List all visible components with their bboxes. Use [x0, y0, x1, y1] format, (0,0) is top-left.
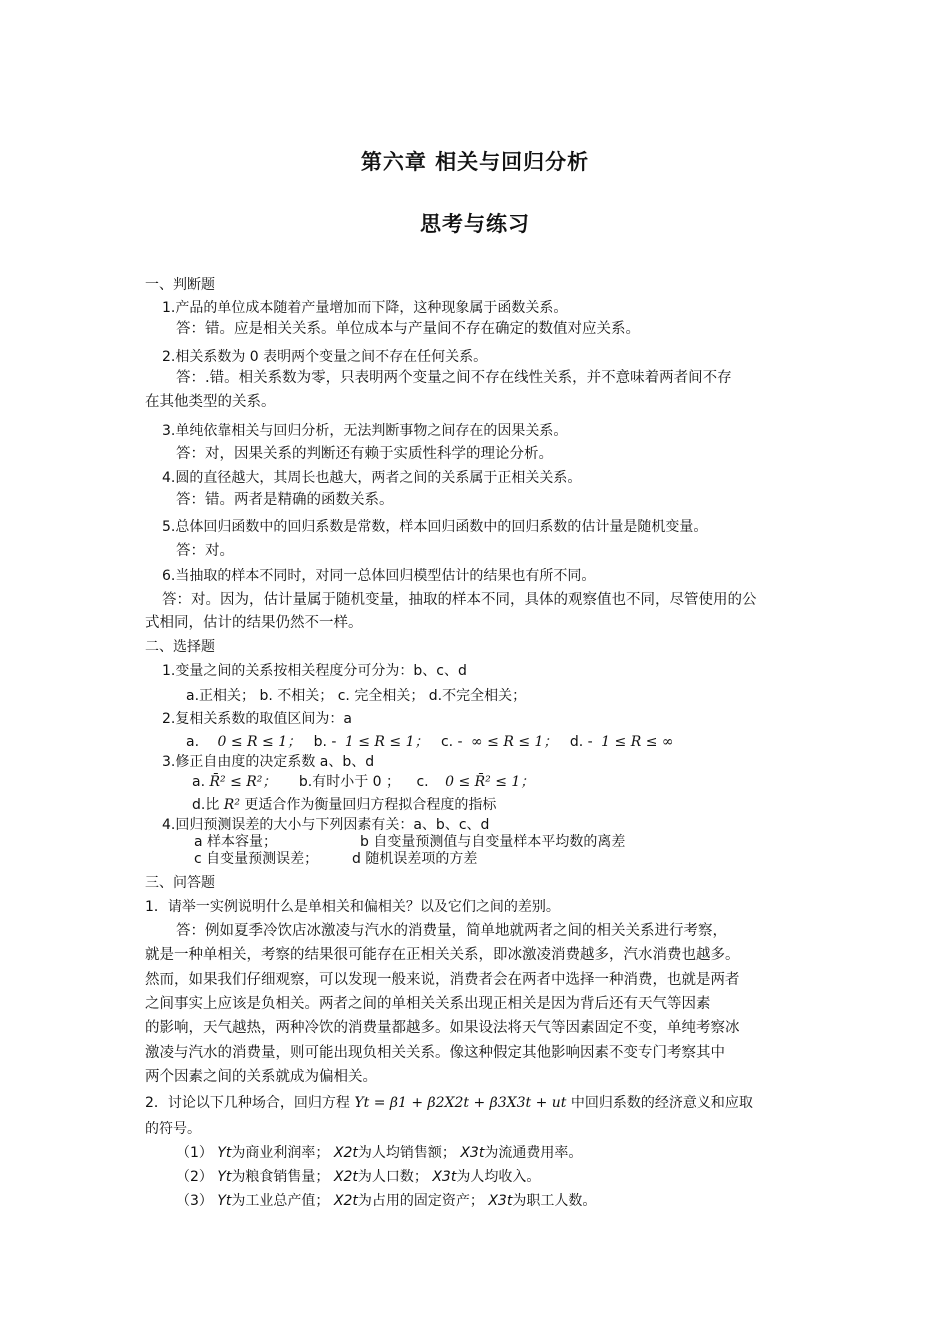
option-a-expression: R̄² ≤ R²；: [209, 774, 277, 790]
judge-answer-5: 答：对。: [176, 543, 234, 559]
judge-answer-2-line2: 在其他类型的关系。: [145, 394, 276, 410]
option-c-label: c. -: [440, 734, 463, 750]
choice-option-4d: d 随机误差项的方差: [352, 851, 478, 867]
qa-answer-1-line7: 两个因素之间的关系就成为偏相关。: [145, 1069, 377, 1085]
section-heading-choice: 二、选择题: [145, 639, 215, 655]
option-d-range: 1 ≤ R ≤ ∞: [601, 734, 674, 750]
judge-answer-2-line1: 答：.错。相关系数为零，只表明两个变量之间不存在线性关系，并不意味着两者间不存: [176, 370, 732, 386]
choice-question-4: 4.回归预测误差的大小与下列因素有关：a、b、c、d: [162, 817, 490, 833]
choice-question-2: 2.复相关系数的取值区间为：a: [162, 711, 352, 727]
var-x2: X2t: [333, 1169, 358, 1185]
judge-question-3: 3.单纯依靠相关与回归分析，无法判断事物之间存在的因果关系。: [162, 423, 568, 439]
option-a-range: 0 ≤ R ≤ 1；: [217, 734, 302, 750]
section-subtitle: 思考与练习: [420, 212, 530, 236]
var-y: Yt: [217, 1145, 232, 1161]
qa-answer-1-line2: 就是一种单相关，考察的结果很可能存在正相关关系，即冰激凌消费越多，汽水消费也越多。: [145, 947, 740, 963]
var-x2-desc: 为占用的固定资产；: [357, 1193, 484, 1209]
choice-option-4b: b 自变量预测值与自变量样本平均数的离差: [360, 834, 626, 850]
judge-answer-6-line2: 式相同，估计的结果仍然不一样。: [145, 615, 363, 631]
judge-question-1: 1.产品的单位成本随着产量增加而下降，这种现象属于函数关系。: [162, 300, 568, 316]
var-x3: X3t: [432, 1169, 457, 1185]
var-x3-desc: 为人均收入。: [456, 1169, 541, 1185]
judge-answer-4: 答：错。两者是精确的函数关系。: [176, 492, 394, 508]
var-y: Yt: [217, 1169, 232, 1185]
option-b-label: b.有时小于 0 ；: [298, 774, 401, 790]
var-x2: X2t: [333, 1193, 358, 1209]
option-d-prefix: d.比: [192, 797, 220, 813]
option-b-label: b. -: [313, 734, 337, 750]
section-heading-judge: 一、判断题: [145, 277, 215, 293]
qa-question-2-line2: 的符号。: [145, 1121, 201, 1137]
option-a-label: a.: [192, 774, 206, 790]
choice-question-3: 3.修正自由度的决定系数 a、b、d: [162, 754, 375, 770]
qa-question-2-line1: [145, 1093, 753, 1113]
var-x2: X2t: [333, 1145, 358, 1161]
option-d-label: d. -: [569, 734, 593, 750]
choice-option-4c: c 自变量预测误差；: [194, 851, 319, 867]
var-x3: X3t: [460, 1145, 485, 1161]
choice-options-3: [192, 772, 534, 792]
qa-case-3: [176, 1191, 596, 1211]
case-number: （2）: [176, 1169, 213, 1185]
var-x3-desc: 为流通费用率。: [484, 1145, 583, 1161]
option-a-label: a.: [186, 734, 200, 750]
option-b-range: 1 ≤ R ≤ 1；: [344, 734, 429, 750]
choice-question-1: 1.变量之间的关系按相关程度分可分为：b、c、d: [162, 663, 467, 679]
option-c-label: c.: [416, 774, 429, 790]
var-y: Yt: [217, 1193, 232, 1209]
var-x3: X3t: [488, 1193, 513, 1209]
var-y-desc: 为工业总产值；: [231, 1193, 330, 1209]
var-y-desc: 为粮食销售量；: [231, 1169, 330, 1185]
qa-answer-1-line5: 的影响，天气越热，两种冷饮的消费量都越多。如果设法将天气等因素固定不变，单纯考察冰: [145, 1020, 740, 1036]
qa-case-2: [176, 1167, 540, 1187]
qa-answer-1-line6: 激凌与汽水的消费量，则可能出现负相关关系。像这种假定其他影响因素不变专门考察其中: [145, 1045, 725, 1061]
qa-question-2-prefix: 2．讨论以下几种场合，回归方程: [145, 1095, 350, 1111]
judge-question-4: 4.圆的直径越大，其周长也越大，两者之间的关系属于正相关关系。: [162, 470, 582, 486]
qa-answer-1-line4: 之间事实上应该是负相关。两者之间的单相关关系出现正相关是因为背后还有天气等因素: [145, 996, 711, 1012]
qa-question-1: 1．请举一实例说明什么是单相关和偏相关？以及它们之间的差别。: [145, 899, 560, 915]
judge-question-2: 2.相关系数为 0 表明两个变量之间不存在任何关系。: [162, 349, 488, 365]
var-x3-desc: 为职工人数。: [512, 1193, 597, 1209]
case-number: （3）: [176, 1193, 213, 1209]
chapter-title: 第六章 相关与回归分析: [360, 150, 590, 174]
judge-answer-3: 答：对，因果关系的判断还有赖于实质性科学的理论分析。: [176, 446, 553, 462]
option-d-text: 更适合作为衡量回归方程拟合程度的指标: [244, 797, 497, 813]
qa-answer-1-line1: 答：例如夏季冷饮店冰激凌与汽水的消费量，简单地就两者之间的相关关系进行考察，: [176, 923, 727, 939]
choice-option-4a: a 样本容量；: [194, 834, 278, 850]
section-heading-qa: 三、问答题: [145, 875, 215, 891]
choice-options-2: [186, 732, 674, 752]
judge-answer-6-line1: 答：对。因为，估计量属于随机变量，抽取的样本不同，具体的观察值也不同，尽管使用的公: [162, 592, 757, 608]
var-x2-desc: 为人口数；: [357, 1169, 428, 1185]
var-y-desc: 为商业利润率；: [231, 1145, 330, 1161]
option-c-range: ∞ ≤ R ≤ 1；: [471, 734, 558, 750]
regression-equation: Yt = β1 + β2X2t + β3X3t + ut: [354, 1095, 567, 1111]
case-number: （1）: [176, 1145, 213, 1161]
judge-question-5: 5.总体回归函数中的回归系数是常数，样本回归函数中的回归系数的估计量是随机变量。: [162, 519, 708, 535]
choice-option-3d: [192, 795, 496, 815]
option-d-symbol: R²: [223, 797, 240, 813]
choice-options-1: a.正相关； b. 不相关； c. 完全相关； d.不完全相关；: [186, 688, 527, 704]
qa-answer-1-line3: 然而，如果我们仔细观察，可以发现一般来说，消费者会在两者中选择一种消费，也就是两者: [145, 972, 740, 988]
judge-answer-1: 答：错。应是相关关系。单位成本与产量间不存在确定的数值对应关系。: [176, 321, 640, 337]
judge-question-6: 6.当抽取的样本不同时，对同一总体回归模型估计的结果也有所不同。: [162, 568, 596, 584]
qa-question-2-suffix: 中回归系数的经济意义和应取: [570, 1095, 753, 1111]
qa-case-1: [176, 1143, 582, 1163]
var-x2-desc: 为人均销售额；: [357, 1145, 456, 1161]
option-c-expression: 0 ≤ R̄² ≤ 1；: [445, 774, 535, 790]
